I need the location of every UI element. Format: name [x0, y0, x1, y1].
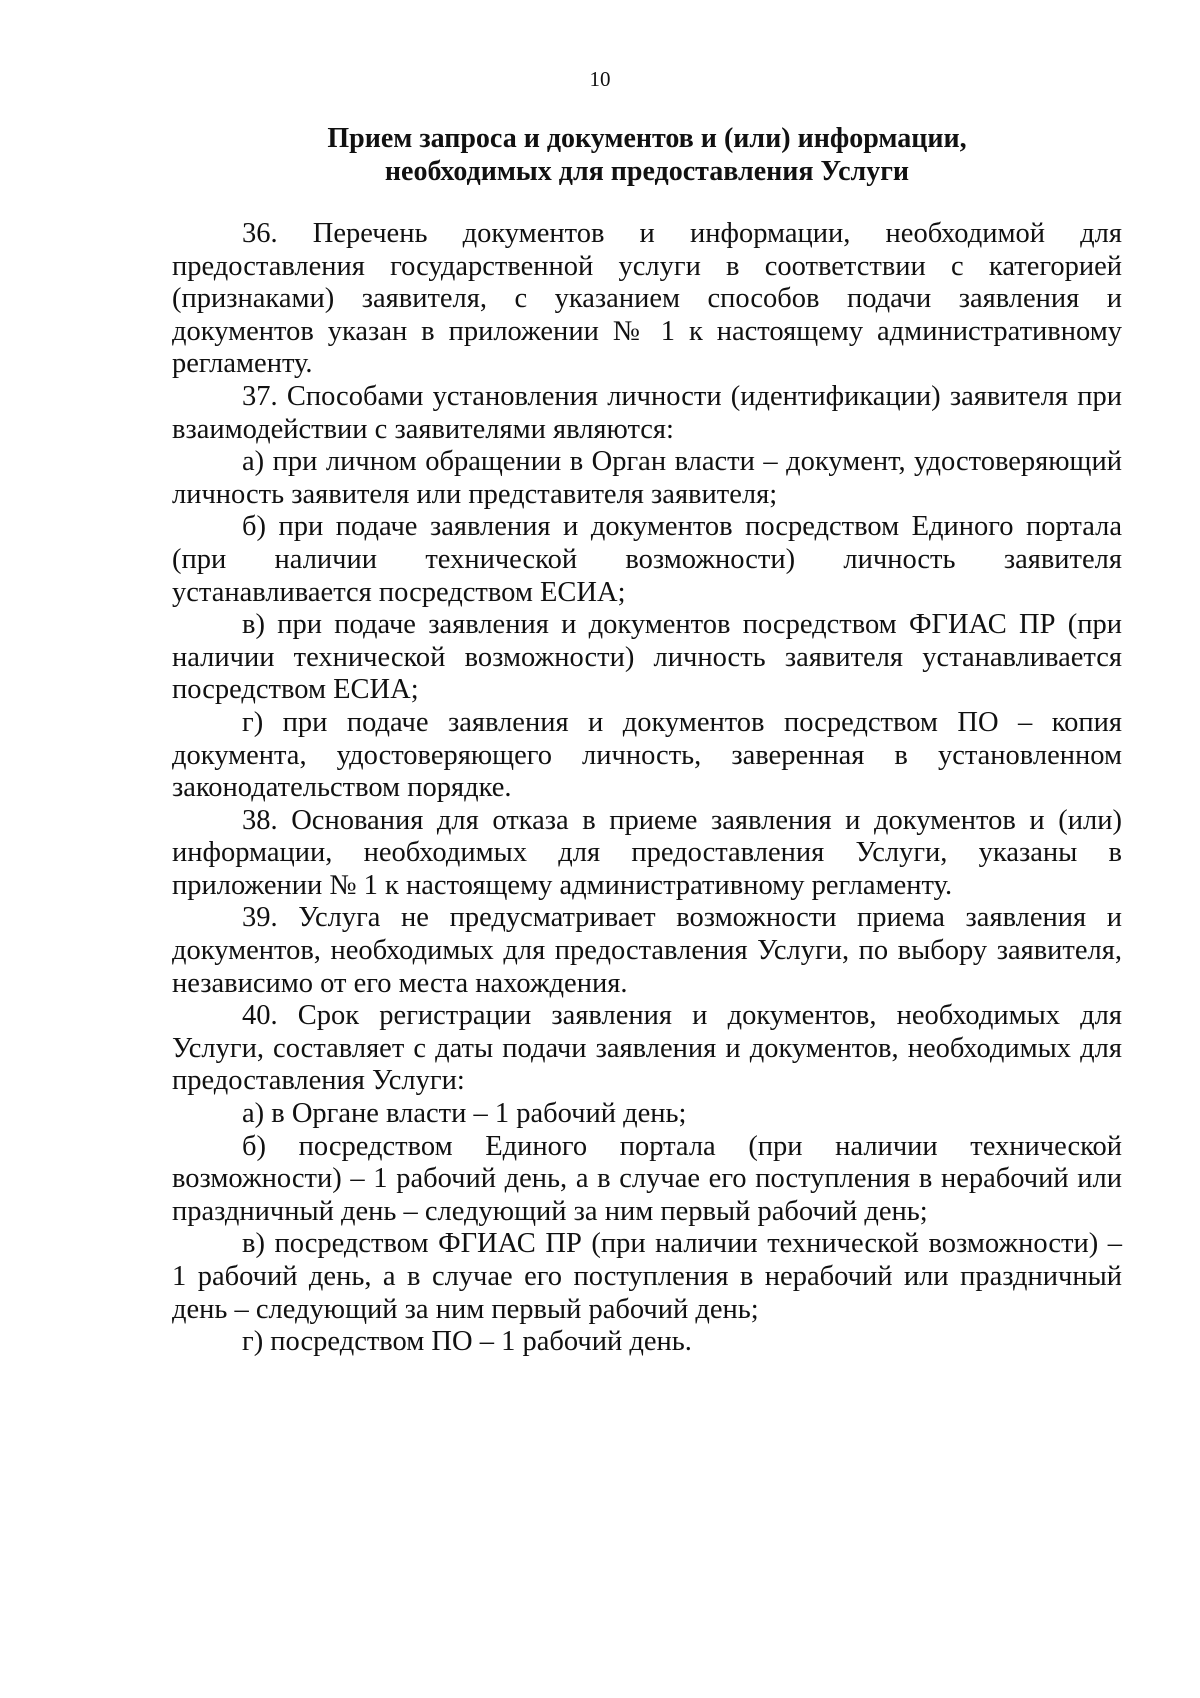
page-number: 10: [589, 67, 611, 91]
paragraph-37-b: б) при подаче заявления и документов посредством Единого портала (при наличии технической возможности) личность заявителя устанавливается посредством ЕСИА;: [172, 511, 1122, 608]
paragraph-37-g: г) при подаче заявления и документов посредством ПО – копия документа, удостоверяющего личность, заверенная в установленном законодательством порядке.: [172, 706, 1122, 804]
paragraph-37-a: а) при личном обращении в Орган власти – документ, удостоверяющий личность заявителя или представителя заявителя;: [172, 446, 1122, 510]
paragraph-40-g: г) посредством ПО – 1 рабочий день.: [242, 1326, 692, 1358]
section-heading-line-2: необходимых для предоставления Услуги: [384, 156, 910, 187]
paragraph-37: 37. Способами установления личности (идентификации) заявителя при взаимодействии с заявителями являются:: [172, 380, 1122, 445]
section-heading: [172, 122, 1122, 188]
paragraph-39: 39. Услуга не предусматривает возможности приема заявления и документов, необходимых для предоставления Услуги, по выбору заявителя, независимо от его места нахождения.: [172, 902, 1122, 999]
paragraph-40-b: б) посредством Единого портала (при наличии технической возможности) – 1 рабочий день, а в случае его поступления в нерабочий или праздничный день – следующий за ним первый рабочий день;: [172, 1130, 1122, 1227]
paragraph-40: 40. Срок регистрации заявления и документов, необходимых для Услуги, составляет с даты подачи заявления и документов, необходимых для предоставления Услуги:: [172, 1000, 1122, 1097]
paragraph-40-a: а) в Органе власти – 1 рабочий день;: [242, 1098, 687, 1130]
document-body: [172, 218, 1122, 1359]
paragraph-37-v: в) при подаче заявления и документов посредством ФГИАС ПР (при наличии технической возможности) личность заявителя устанавливается посредством ЕСИА;: [172, 609, 1122, 706]
paragraph-36: 36. Перечень документов и информации, необходимой для предоставления государственной услуги в соответствии с категорией (признаками) заявителя, с указанием способов подачи заявления и документов указан в приложении № 1 к настоящему административному регламенту.: [172, 218, 1122, 380]
section-heading-line-1: Прием запроса и документов и (или) информации,: [327, 123, 967, 154]
paragraph-40-v: в) посредством ФГИАС ПР (при наличии технической возможности) – 1 рабочий день, а в случае его поступления в нерабочий или праздничный день – следующий за ним первый рабочий день;: [172, 1228, 1122, 1325]
paragraph-38: 38. Основания для отказа в приеме заявления и документов и (или) информации, необходимых для предоставления Услуги, указаны в приложении № 1 к настоящему административному регламенту.: [172, 804, 1122, 901]
